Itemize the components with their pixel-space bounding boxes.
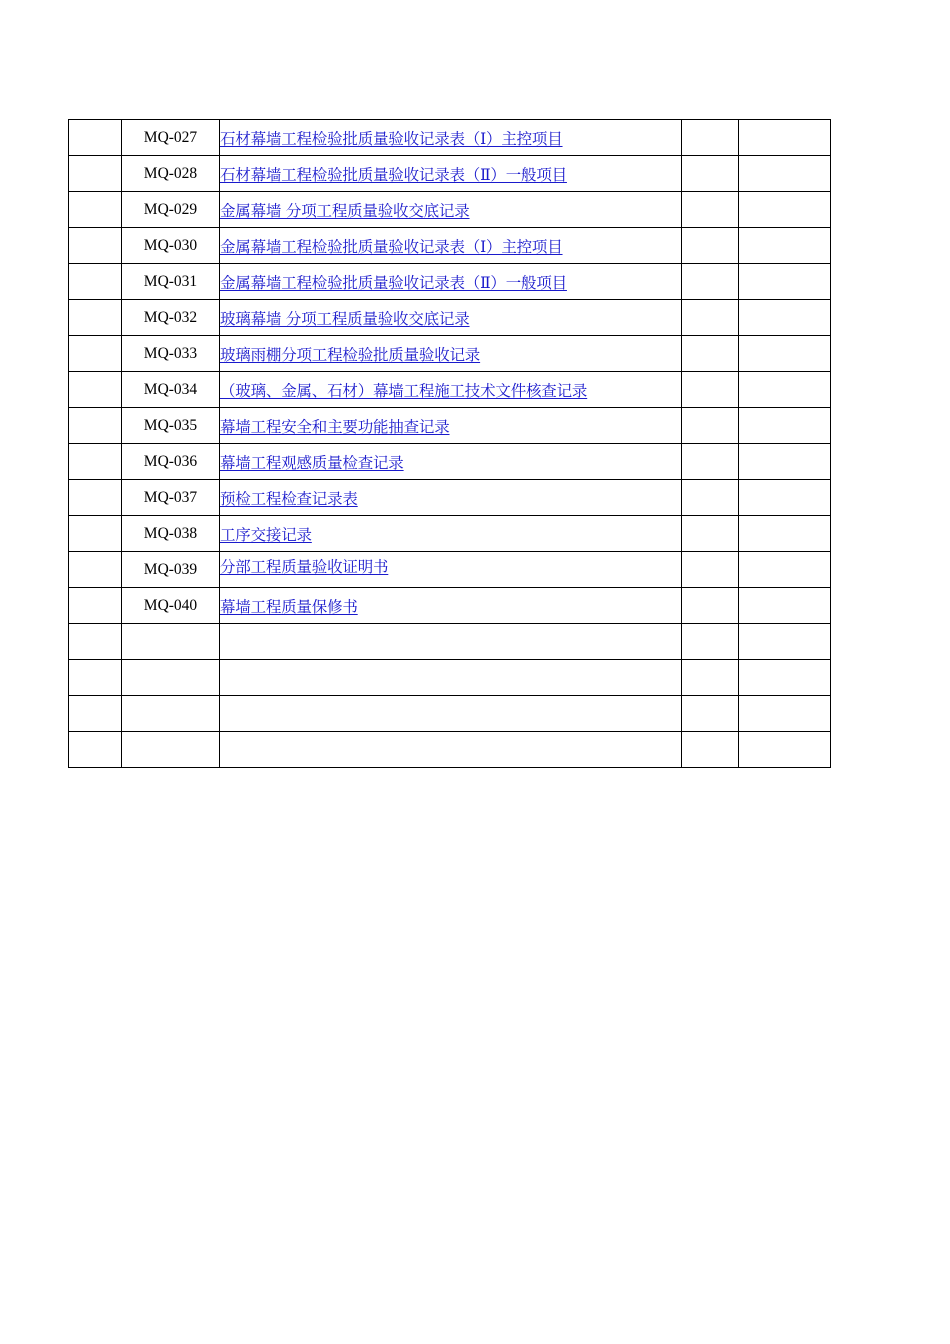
blank-cell: [682, 660, 739, 696]
record-title-cell: [220, 372, 682, 408]
record-title-cell: [220, 192, 682, 228]
empty-table-row: [69, 696, 831, 732]
record-title-link[interactable]: （玻璃、金属、石材）幕墙工程施工技术文件核查记录: [220, 381, 588, 400]
blank-cell: [682, 192, 739, 228]
record-code: MQ-035: [122, 408, 220, 444]
index-cell: [69, 588, 122, 624]
record-code: MQ-040: [122, 588, 220, 624]
blank-cell: [122, 696, 220, 732]
record-title-link[interactable]: 幕墙工程质量保修书: [220, 597, 358, 616]
record-list-table: [68, 119, 831, 768]
record-title-link[interactable]: 金属幕墙 分项工程质量验收交底记录: [220, 201, 470, 220]
record-code: MQ-037: [122, 480, 220, 516]
record-title-link[interactable]: 预检工程检查记录表: [220, 489, 358, 508]
record-code: MQ-029: [122, 192, 220, 228]
index-cell: [69, 156, 122, 192]
table-row: [69, 588, 831, 624]
table-row: [69, 192, 831, 228]
record-title-link[interactable]: 幕墙工程安全和主要功能抽查记录: [220, 417, 450, 436]
record-code: MQ-033: [122, 336, 220, 372]
table-row: [69, 156, 831, 192]
record-code: MQ-032: [122, 300, 220, 336]
blank-cell: [739, 156, 831, 192]
blank-cell: [220, 732, 682, 768]
table-row: [69, 264, 831, 300]
record-title-cell: [220, 264, 682, 300]
blank-cell: [739, 588, 831, 624]
blank-cell: [69, 732, 122, 768]
record-title-link[interactable]: 石材幕墙工程检验批质量验收记录表（Ⅱ）一般项目: [220, 165, 567, 184]
index-cell: [69, 444, 122, 480]
record-title-link[interactable]: 金属幕墙工程检验批质量验收记录表（Ⅱ）一般项目: [220, 273, 567, 292]
record-title-cell: [220, 156, 682, 192]
blank-cell: [69, 624, 122, 660]
record-title-link[interactable]: 工序交接记录: [220, 525, 312, 544]
record-title-link[interactable]: 分部工程质量验收证明书: [220, 557, 389, 576]
record-title-link[interactable]: 玻璃雨棚分项工程检验批质量验收记录: [220, 345, 481, 364]
index-cell: [69, 300, 122, 336]
table-row: [69, 372, 831, 408]
blank-cell: [739, 732, 831, 768]
table-row: [69, 336, 831, 372]
blank-cell: [682, 408, 739, 444]
record-title-cell: [220, 444, 682, 480]
blank-cell: [122, 732, 220, 768]
empty-table-row: [69, 624, 831, 660]
blank-cell: [739, 444, 831, 480]
blank-cell: [739, 408, 831, 444]
blank-cell: [739, 696, 831, 732]
record-code: MQ-039: [122, 552, 220, 588]
index-cell: [69, 480, 122, 516]
blank-cell: [739, 372, 831, 408]
blank-cell: [69, 660, 122, 696]
record-code: MQ-034: [122, 372, 220, 408]
index-cell: [69, 264, 122, 300]
index-cell: [69, 372, 122, 408]
table-row: [69, 444, 831, 480]
blank-cell: [682, 588, 739, 624]
table-row: [69, 480, 831, 516]
record-title-cell: [220, 228, 682, 264]
record-title-cell: [220, 336, 682, 372]
blank-cell: [69, 696, 122, 732]
record-code: MQ-028: [122, 156, 220, 192]
record-code: MQ-036: [122, 444, 220, 480]
blank-cell: [682, 696, 739, 732]
record-title-link[interactable]: 石材幕墙工程检验批质量验收记录表（Ⅰ）主控项目: [220, 129, 563, 148]
record-code: MQ-030: [122, 228, 220, 264]
blank-cell: [682, 120, 739, 156]
record-title-cell: [220, 552, 682, 588]
blank-cell: [122, 660, 220, 696]
table-row: [69, 228, 831, 264]
blank-cell: [682, 732, 739, 768]
record-title-cell: [220, 480, 682, 516]
index-cell: [69, 516, 122, 552]
index-cell: [69, 192, 122, 228]
index-cell: [69, 552, 122, 588]
blank-cell: [682, 624, 739, 660]
record-title-cell: [220, 408, 682, 444]
blank-cell: [682, 444, 739, 480]
record-title-cell: [220, 588, 682, 624]
record-code: MQ-031: [122, 264, 220, 300]
blank-cell: [682, 480, 739, 516]
blank-cell: [682, 516, 739, 552]
blank-cell: [739, 336, 831, 372]
blank-cell: [682, 552, 739, 588]
index-cell: [69, 408, 122, 444]
index-cell: [69, 336, 122, 372]
blank-cell: [682, 228, 739, 264]
table-row: [69, 300, 831, 336]
blank-cell: [220, 696, 682, 732]
table-row: [69, 120, 831, 156]
blank-cell: [739, 624, 831, 660]
record-code: MQ-038: [122, 516, 220, 552]
table-row: [69, 516, 831, 552]
index-cell: [69, 228, 122, 264]
blank-cell: [739, 516, 831, 552]
blank-cell: [682, 300, 739, 336]
table-row: [69, 408, 831, 444]
record-list-body: [69, 120, 831, 768]
index-cell: [69, 120, 122, 156]
blank-cell: [682, 156, 739, 192]
empty-table-row: [69, 660, 831, 696]
table-row: [69, 552, 831, 588]
blank-cell: [739, 264, 831, 300]
record-title-link[interactable]: 幕墙工程观感质量检查记录: [220, 453, 404, 472]
record-title-cell: [220, 516, 682, 552]
blank-cell: [682, 372, 739, 408]
blank-cell: [220, 660, 682, 696]
blank-cell: [682, 264, 739, 300]
blank-cell: [739, 480, 831, 516]
blank-cell: [682, 336, 739, 372]
blank-cell: [739, 120, 831, 156]
record-title-link[interactable]: 金属幕墙工程检验批质量验收记录表（Ⅰ）主控项目: [220, 237, 563, 256]
record-code: MQ-027: [122, 120, 220, 156]
blank-cell: [122, 624, 220, 660]
record-title-cell: [220, 300, 682, 336]
blank-cell: [739, 192, 831, 228]
blank-cell: [739, 228, 831, 264]
empty-table-row: [69, 732, 831, 768]
blank-cell: [739, 660, 831, 696]
blank-cell: [220, 624, 682, 660]
record-title-link[interactable]: 玻璃幕墙 分项工程质量验收交底记录: [220, 309, 470, 328]
blank-cell: [739, 552, 831, 588]
record-title-cell: [220, 120, 682, 156]
blank-cell: [739, 300, 831, 336]
